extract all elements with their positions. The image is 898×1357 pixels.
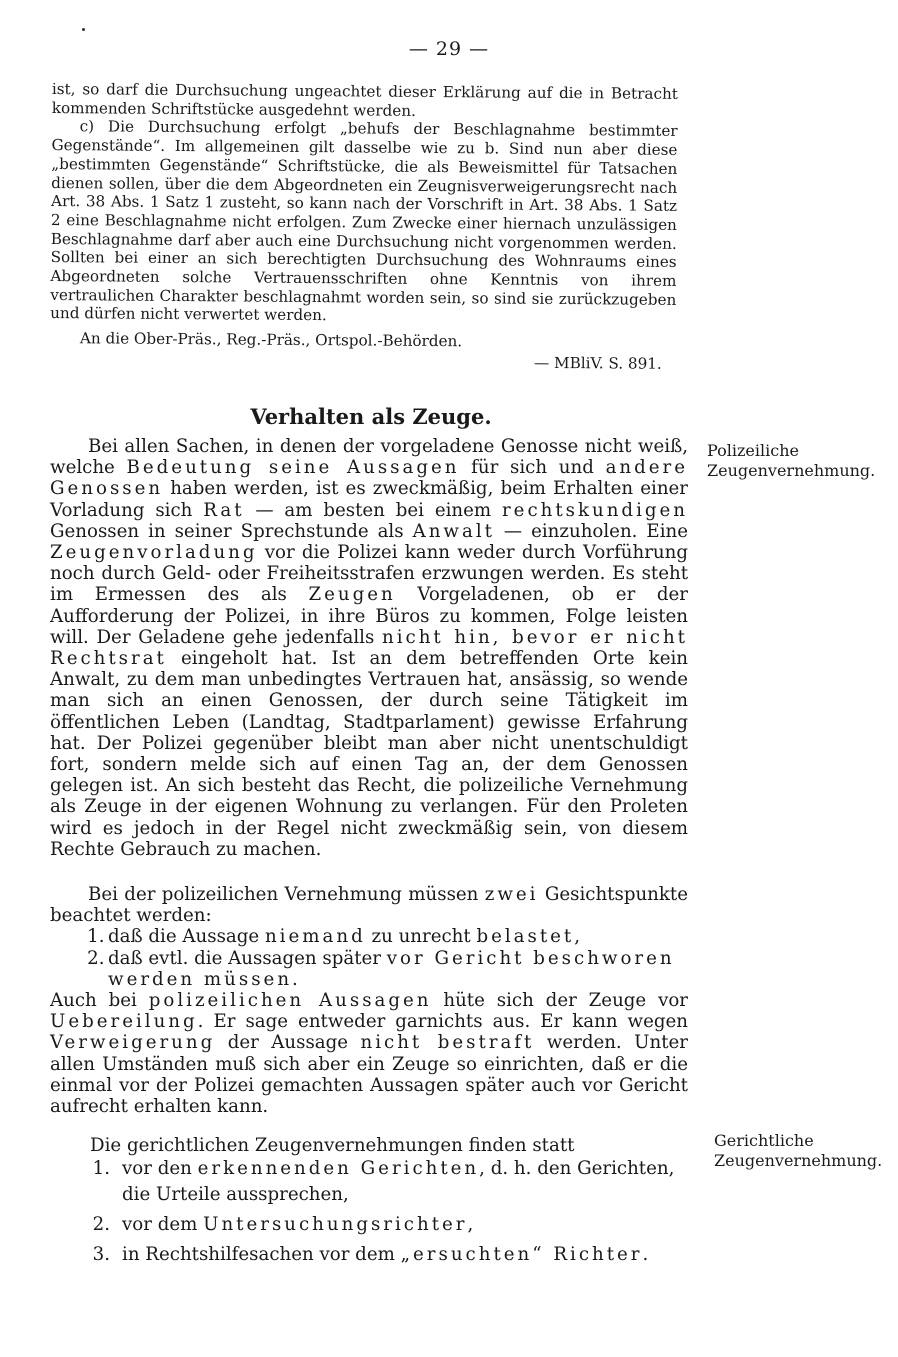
top-paragraph-1: ist, so darf die Durchsuchung ungeachtet dieser Erklärung auf die in Betracht kommenden Schriftstücke ausgedehnt werden. (51, 80, 678, 120)
list-item: 1. vor den erkennenden Gerichten, d. h. den Gerichten, die Urteile aussprechen, (92, 1158, 675, 1206)
body-paragraph-1: Bei allen Sachen, in denen der vorgeladene Genosse nicht weiß, welche Bedeutung seine Aussagen für sich und andere Genossen haben werden, ist es zweckmäßig, beim Erhalten einer Vorladung sich Rat — am besten bei einem rechtskundigen Genossen in seiner Sprechstunde als Anwalt — einzuholen. Eine Zeugenvorladung vor die Polizei kann weder durch Vorführung noch durch Geld- oder Freiheitsstrafen erzwungen werden. Es steht im Ermessen des als Zeugen Vorgeladenen, ob er der Aufforderung der Polizei, in ihre Büros zu kommen, Folge leisten will. Der Geladene gehe jedenfalls nicht hin, bevor er nicht Rechtsrat eingeholt hat. Ist an dem betreffenden Orte kein Anwalt, zu dem man unbedingtes Vertrauen hat, ansässig, so wende man sich an einen Genossen, der durch seine Tätigkeit im öffentlichen Leben (Landtag, Stadtparlament) gewisse Erfahrung hat. Der Polizei gegenüber bleibt man aber nicht unentschuldigt fort, sondern melde sich auf einen Tag an, der dem Genossen gelegen ist. An sich besteht das Recht, die polizeiliche Vernehmung als Zeuge in der eigenen Wohnung zu verlangen. Für den Proleten wird es jedoch in der Regel nicht zweckmäßig sein, von diesem Rechte Gebrauch zu machen. (50, 436, 689, 860)
body-paragraph-3: Auch bei polizeilichen Aussagen hüte sich der Zeuge vor Uebereilung. Er sage entweder garnichts aus. Er kann wegen Verweigerung der Aussage nicht bestraft werden. Unter allen Umständen muß sich aber ein Zeuge so einrichten, daß er die einmal vor der Polizei gemachten Aussagen später auch vor Gericht aufrecht erhalten kann. (50, 990, 688, 1118)
section-heading: Verhalten als Zeuge. (250, 404, 492, 429)
source-reference: — MBliV. S. 891. (533, 353, 662, 373)
court-list (50, 1156, 688, 1268)
ink-speck (82, 28, 85, 31)
court-interrogation-section (50, 1135, 688, 1272)
top-paragraph-2: c) Die Durchsuchung erfolgt „behufs der Beschlagnahme bestimmter Gegenstände“. Im allgemeinen gilt dasselbe wie zu b. Sind nun aber diese „bestimmten Gegenstände“ Schriftstücke, die als Beweismittel für Tatsachen dienen sollen, über die dem Abgeordneten ein Zeugnisverweigerungsrecht nach Art. 38 Abs. 1 Satz 1 zusteht, so kann nach der Vorschrift in Art. 38 Abs. 1 Satz 2 eine Beschlagnahme nicht erfolgen. Zum Zwecke einer hiernach unzulässigen Beschlagnahme darf aber auch eine Durchsuchung nicht vorgenommen werden. Sollten bei einer an sich berechtigten Durchsuchung des Wohnraums eines Abgeordneten solche Vertrauensschriften ohne Kenntnis von ihrem vertraulichen Charakter beschlagnahmt worden sein, so sind sie zurückzugeben und dürfen nicht verwertet werden. (50, 117, 678, 325)
page-number: — 29 — (408, 38, 490, 60)
list-item: 3. in Rechtshilfesachen vor dem „ersuchten“ Richter. (92, 1244, 649, 1266)
viewpoints-list (50, 926, 688, 990)
list-item: 1. daß die Aussage niemand zu unrecht belastet, (87, 926, 581, 948)
margin-note-court: Gerichtliche Zeugenvernehmung. (714, 1131, 883, 1170)
margin-note-police: Polizeiliche Zeugenvernehmung. (707, 441, 876, 480)
body-paragraph-2: Bei der polizeilichen Vernehmung müssen zwei Gesichtspunkte beachtet werden: (50, 884, 688, 927)
police-interrogation-section (50, 884, 688, 1117)
list-item: 2. vor dem Untersuchungsrichter, (92, 1214, 474, 1236)
top-section (50, 80, 678, 373)
body-paragraph-4: Die gerichtlichen Zeugenvernehmungen finden statt (90, 1135, 575, 1156)
address-line: An die Ober-Präs., Reg.-Präs., Ortspol.-Behörden. (79, 329, 463, 351)
list-item: 2. daß evtl. die Aussagen später vor Gericht beschworen werden müssen. (87, 947, 675, 990)
